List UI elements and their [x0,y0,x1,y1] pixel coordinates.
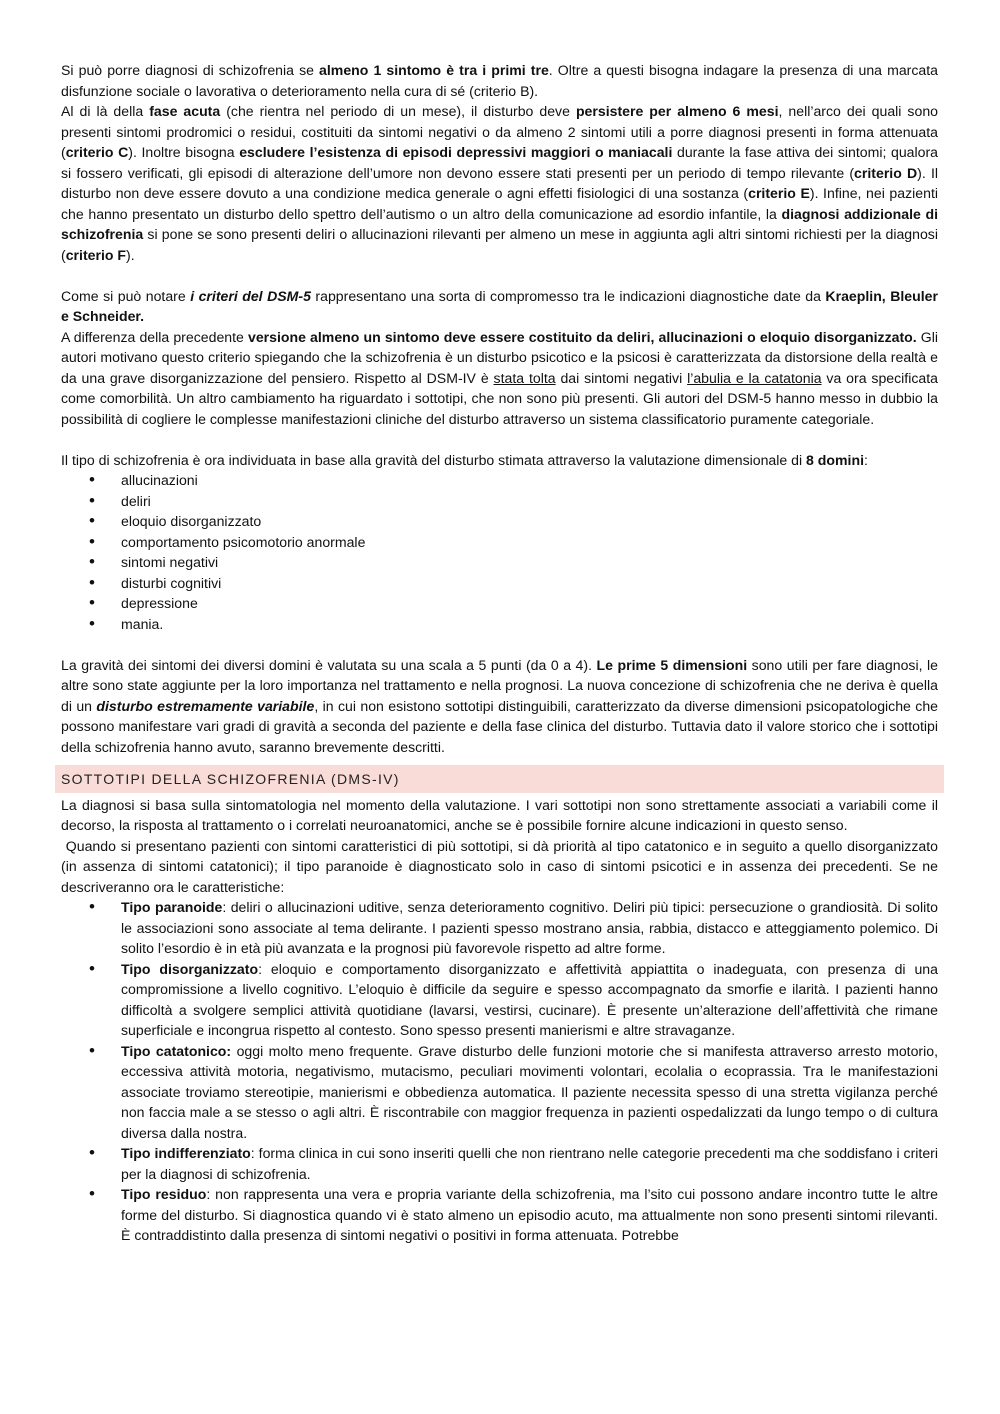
spacer [61,429,938,450]
term: Tipo catatonico: [121,1042,232,1059]
text: Si può porre diagnosi di schizofrenia se [61,62,320,78]
domini-list [61,470,938,634]
spacer [61,265,938,286]
text: . Oltre a questi bisogna indagare la presenza di una marcata disfunzione sociale o lavorativa o deterioramento nella cura di sé (criterio B). [61,62,938,99]
list-item: • depressione [61,593,938,614]
term: Tipo indifferenziato [121,1145,251,1161]
text: Il tipo di schizofrenia è ora individuata in base alla gravità del disturbo stimata attraverso la valutazione dimensionale di [61,451,807,468]
text: Al di là della [61,103,150,119]
sottotipi-list [61,897,938,1246]
list-item: • sintomi negativi [61,552,938,573]
text: : [864,451,868,468]
paragraph-diagnosi-sottotipi: La diagnosi si basa sulla sintomatologia nel momento della valutazione. I vari sottotipi non sono strettamente associati a variabili come il decorso, la risposta al trattamento o i correlati neuroanatomici, anche se è possibile fornire alcune indicazioni in questo senso. [61,796,938,833]
bold-text: diagnosi addizionale di schizofrenia [61,205,938,242]
list-item: • comportamento psicomotorio anormale [61,532,938,553]
text: A differenza della precedente [61,328,248,345]
underlined-text: l’abulia e la catatonia [687,369,822,386]
bold-text: almeno 1 sintomo è tra i primi tre [319,62,549,78]
text: ). Infine, nei pazienti che hanno presentato un disturbo dello spettro dell’autismo o un altro della comunicazione ad esordio infantile, la [61,185,938,222]
bold-text: escludere l’esistenza di episodi depressivi maggiori o maniacali [239,144,673,160]
text: Gli autori motivano questo criterio spiegando che la schizofrenia è un disturbo psicotico e la psicosi è caratterizzata da distorsione della realtà e da una grave disorganizzazione del pensiero. Rispetto al DSM-IV è [61,328,939,386]
text: ). Inoltre bisogna [128,144,240,160]
text: durante la fase attiva dei sintomi; qualora si fossero verificati, gli episodi di alterazione dell’umore non devono essere stati presenti per un periodo di tempo rilevante ( [61,144,939,181]
bold-italic-text: disturbo estremamente variabile [96,697,315,714]
list-item-indifferenziato [61,1143,938,1184]
text: ). Il disturbo non deve essere dovuto a una condizione medica generale o agni effetti fisiologici di una sostanza ( [61,164,938,201]
underlined-text: stata tolta [493,369,556,386]
list-item: • disturbi cognitivi [61,573,938,594]
paragraph-differenze-dsm-iv [61,327,938,430]
text: , in cui non esistono sottotipi distinguibili, caratterizzato da diverse dimensioni psicopatologiche che possono manifestare vari gradi di gravità a seconda del paziente e della fase clinica del disturbo. Tuttavia dato il valore storico che i sottotipi della schizofrenia hanno avuto, saranno brevemente descritti. [61,697,939,755]
text: si pone se sono presenti deliri o allucinazioni rilevanti per almeno un mese in aggiunta agli altri sintomi richiesti per la diagnosi ( [61,226,938,263]
bold-text: 8 domini [806,451,864,468]
term: Tipo residuo [121,1186,207,1202]
text: La gravità dei sintomi dei diversi domini è valutata su una scala a 5 punti (da 0 a 4). [61,656,597,673]
list-item-disorganizzato [61,959,938,1041]
paragraph-domini-intro [61,450,938,471]
term: Tipo paranoide [121,899,223,915]
text: va ora specificata come comorbilità. Un altro cambiamento ha riguardato i sottotipi, che non sono più presenti. Gli autori del DSM-5 hanno messo in dubbio la possibilità di cogliere le complesse manifestazioni cliniche del disturbo attraverso un sistema classificatorio puramente categoriale. [61,369,938,427]
text: sono utili per fare diagnosi, le altre sono state aggiunte per la loro importanza nel trattamento e nella prognosi. La nuova concezione di schizofrenia che ne deriva è quella di un [61,656,938,714]
section-heading: SOTTOTIPI DELLA SCHIZOFRENIA (DMS-IV) [55,765,944,793]
text: (che rientra nel periodo di un mese), il disturbo deve [220,103,576,119]
bold-text: Kraeplin, Bleuler e Schneider. [61,287,938,324]
bold-text: Le prime 5 dimensioni [596,656,748,673]
bold-text: criterio D [854,164,918,181]
description: oggi molto meno frequente. Grave disturbo delle funzioni motorie che si manifesta attraverso arresto motorio, eccessiva attività motoria, negativismo, mutacismo, peculiari movimenti volontari, ecolalia o ecoprassia. Tra le manifestazioni associate troviamo stereotipie, manierismi e obbedienza automatica. Il paziente necessita spesso di una stretta vigilanza perché non faccia male a se stesso o agli altri. È riscontrabile con maggior frequenza in pazienti ospedalizzati da lungo tempo o di cultura diversa dalla nostra. [121,1042,938,1141]
spacer [61,634,938,655]
paragraph-criteri-c-f [61,101,938,265]
text: ). [126,246,135,263]
bold-text: criterio C [65,144,129,160]
bold-text: criterio F [65,246,127,263]
list-item: • allucinazioni [61,470,938,491]
text: , nell’arco dei quali sono presenti sintomi prodromici o residui, costituiti da sintomi negativi o da almeno 2 sintomi utili a porre diagnosi presenti in forma attenuata ( [61,103,938,160]
list-item: • eloquio disorganizzato [61,511,938,532]
description: : eloquio e comportamento disorganizzato e affettività appiattita o inadeguata, con presenza di una compromissione a livello cognitivo. L’eloquio è difficile da seguire e spesso accompagnato da smorfie e ilarità. I pazienti hanno difficoltà a svolgere semplici attività quotidiane (lavarsi, vestirsi, cucinare). È presente un’alterazione dell’affettività che rimane superficiale e incongrua rispetto al contesto. Sono spesso presenti manierismi e altre stravaganze. [121,960,938,1038]
bold-text: persistere per almeno 6 mesi [575,103,779,119]
bold-text: criterio E [748,185,810,201]
list-item-catatonico [61,1041,938,1144]
paragraph-dsm5-compromesso [61,286,938,327]
text: Come si può notare [61,287,191,304]
paragraph-gravita-sintomi [61,655,938,758]
bold-italic-text: i criteri del DSM-5 [190,287,311,304]
text: rappresentano una sorta di compromesso tra le indicazioni diagnostiche date da [310,287,826,304]
list-item: • deliri [61,491,938,512]
text: dai sintomi negativi [555,369,688,386]
paragraph-priorita-sottotipi: Quando si presentano pazienti con sintomi caratteristici di più sottotipi, si dà priorità al tipo catatonico e in seguito a quello disorganizzato (in assenza di sintomi catatonici); il tipo paranoide è diagnosticato solo in caso di sintomi psicotici e in assenza dei precedenti. Se ne descriveranno ora le caratteristiche: [61,837,942,895]
bold-text: versione almeno un sintomo deve essere costituito da deliri, allucinazioni o eloquio disorganizzato. [247,328,917,345]
list-item-residuo [61,1184,938,1246]
list-item-paranoide [61,897,938,959]
description: : forma clinica in cui sono inseriti quelli che non rientrano nelle categorie precedenti ma che soddisfano i criteri per la diagnosi di schizofrenia. [121,1145,939,1182]
description: : deliri o allucinazioni uditive, senza deterioramento cognitivo. Deliri più tipici: persecuzione o grandiosità. Di solito le associazioni sono associate al tema delirante. I pazienti spesso mostrano ansia, rabbia, distacco e atteggiamento polemico. Di solito l’esordio è in età più avanzata e la prognosi più favorevole rispetto ad altre forme. [121,899,938,956]
document-page [61,60,942,1246]
description: : non rappresenta una vera e propria variante della schizofrenia, ma l’sito cui possono andare incontro tutte le altre forme del disturbo. Si diagnostica quando vi è stato almeno un episodio acuto, ma attualmente non sono presenti sintomi rilevanti. È contraddistinto dalla presenza di sintomi negativi o positivi in forma attenuata. Potrebbe [121,1186,938,1243]
list-item: • mania. [61,614,938,635]
paragraph-criterio-b [61,60,938,101]
term: Tipo disorganizzato [121,960,259,977]
bold-text: fase acuta [149,103,221,119]
